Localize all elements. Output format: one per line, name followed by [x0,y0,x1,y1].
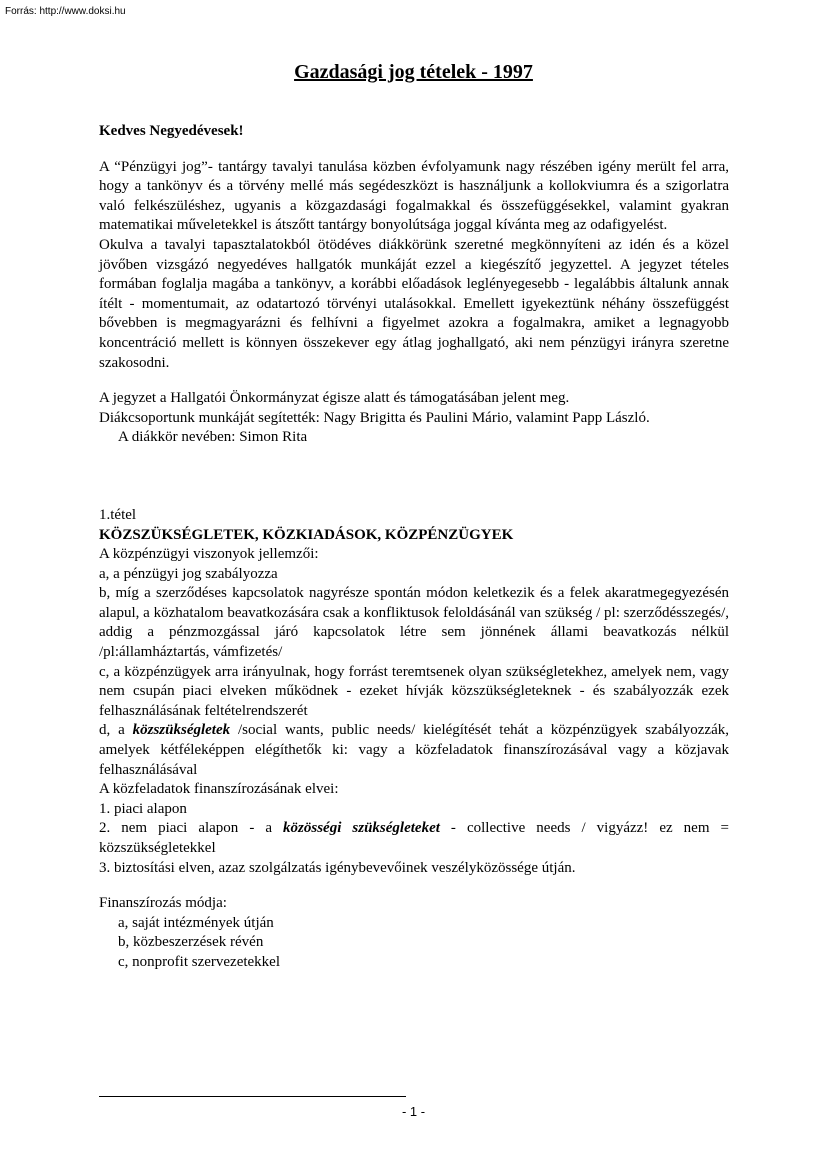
intro-paragraph-1: A “Pénzügyi jog”- tantárgy tavalyi tanulása közben évfolyamunk nagy részében igény merült fel arra, hogy a tankönyv és a törvény mellé más segédeszközt is használjunk a kollokviumra és a szigorlatra való felkészüléshez, ugyanis a közgazdasági fogalmakkal és összefüggésekkel, valamint gyakran matematikai műveletekkel is átszőtt tantárgy bonyolútsága joggal kívánta meg az odafigyelést. [99,158,729,234]
item-d-prefix: d, a [99,722,133,739]
method-item: c, nonprofit szervezetekkel [118,953,281,970]
item-d-rest: /social wants, public needs/ kielégítését tehát a közpénzügyek szabályozzák, amelyek kétféleképpen elégíthetők ki: vagy a közfeladatok finanszírozásával vagy a közjavak felhasználásával [99,722,729,778]
item-c: c, a közpénzügyek arra irányulnak, hogy forrást teremtsenek olyan szükségletekhez, amelyek nem, vagy nem csupán piaci elveken működnek - ezeket hívják közszükségleteknek - és szabályozzák ezek felhasználásának feltételrendszerét [99,663,729,719]
source-label: Forrás: http://www.doksi.hu [5,6,126,17]
item-d-term: közszükségletek [132,722,231,739]
principle-2-term: közösségi szükségleteket [283,820,440,837]
method-item: a, saját intézmények útján [118,914,274,931]
method-item: b, közbeszerzések révén [118,934,264,951]
item-d [99,721,729,780]
greeting: Kedves Negyedévesek! [99,123,244,139]
intro-paragraph-3: A jegyzet a Hallgatói Önkormányzat égisze alatt és támogatásában jelent meg. [99,390,570,407]
principle-1: 1. piaci alapon [99,800,187,817]
page-number: - 1 - [401,1104,426,1119]
footnote-divider [99,1096,406,1097]
intro-paragraph-4: Diákcsoportunk munkáját segítették: Nagy Brigitta és Paulini Mário, valamint Papp László. [99,409,650,426]
document-title: Gazdasági jog tételek - 1997 [294,61,533,83]
section-lead: A közpénzügyi viszonyok jellemzői: [99,546,319,563]
methods-lead: Finanszírozás módja: [99,895,227,912]
item-a: a, a pénzügyi jog szabályozza [99,565,278,582]
section-heading: KÖZSZÜKSÉGLETEK, KÖZKIADÁSOK, KÖZPÉNZÜGYEK [99,526,514,543]
item-b: b, míg a szerződéses kapcsolatok nagyrésze spontán módon keletkezik és a felek akaratmegegyezésén alapul, a közhatalom beavatkozására csak a konfliktusok feloldásánál van szükség / pl: szerződésszegés/, addig a pénzmozgással járó kapcsolatok létre sem jönnének állami beavatkozás nélkül /pl:államháztartás, vámfizetés/ [99,585,729,661]
signature: A diákkör nevében: Simon Rita [118,429,308,446]
section-number: 1.tétel [99,506,137,523]
document-body [99,122,729,973]
principle-2-rest: - collective needs / vigyázz! ez nem = közszükségletekkel [99,820,729,856]
intro-paragraph-2: Okulva a tavalyi tapasztalatokból ötödéves diákkörünk szeretné megkönnyíteni az idén és a közel jövőben vizsgázó negyedéves hallgatók munkáját ezzel a kiegészítő jegyzettel. A jegyzet tételes formában foglalja magába a tankönyv, a korábbi előadások leglényegesebb - legalábbis általunk annak ítélt - momentumait, az odatartozó törvényi utalásokkal. Emellett igyekeztünk néhány összefüggést bővebben is megmagyarázni és felhívni a figyelmet azokra a fogalmakra, amiket a legnagyobb koncentráció mellett is könnyen összekever egy átlag joghallgató, aki nem pénzügyi irányra szeretne szakosodni. [99,236,729,371]
principle-3: 3. biztosítási elven, azaz szolgálzatás igénybevevőinek veszélyközössége útján. [99,859,576,876]
principles-lead: A közfeladatok finanszírozásának elvei: [99,781,339,798]
principle-2 [99,819,729,858]
principle-2-prefix: 2. nem piaci alapon - a [99,820,284,837]
